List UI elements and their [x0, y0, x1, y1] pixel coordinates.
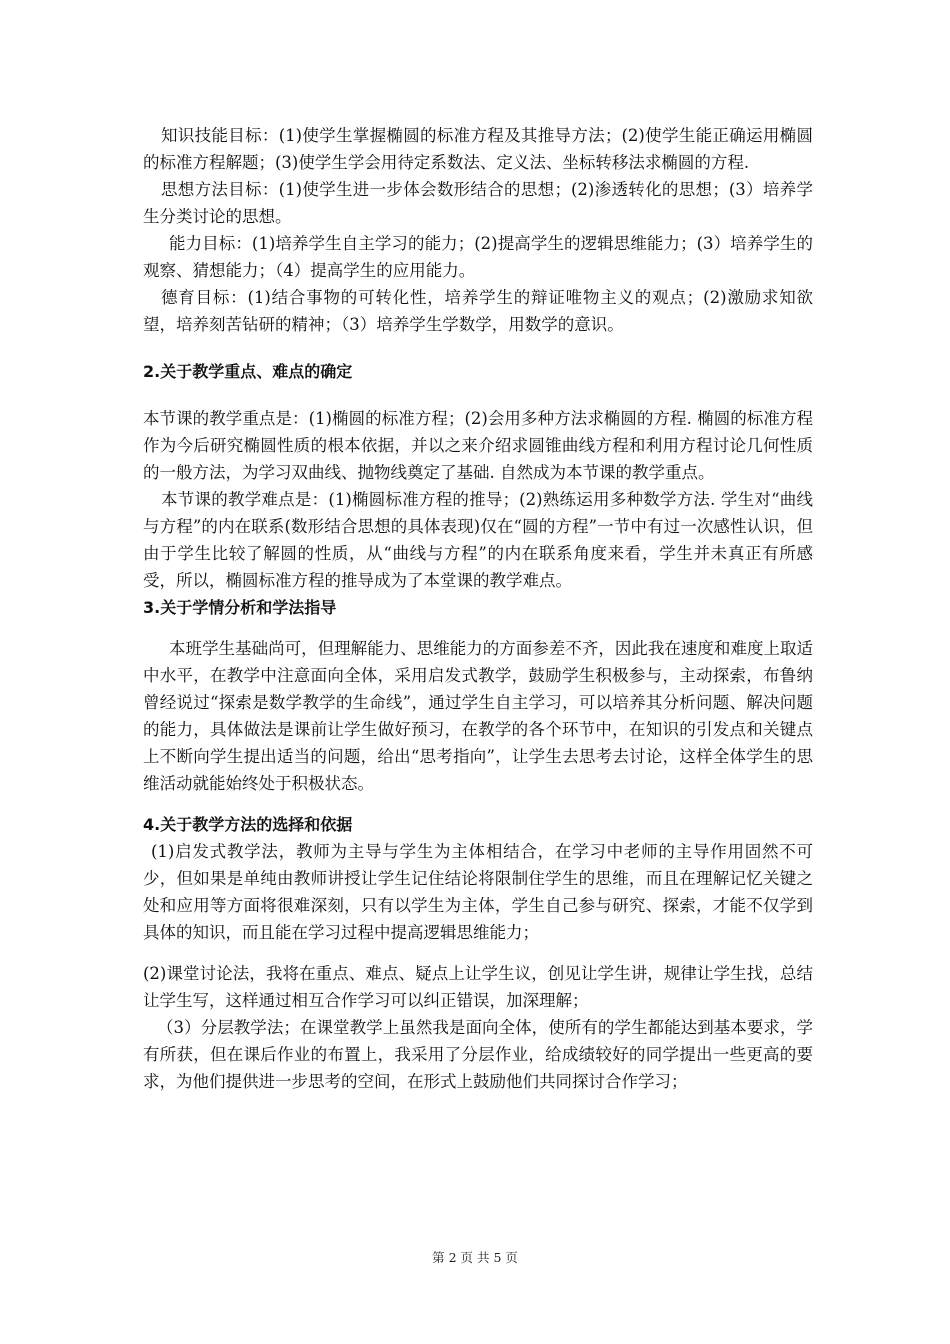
section-3-body: 本班学生基础尚可，但理解能力、思维能力的方面参差不齐，因此我在速度和难度上取适中水平，在教学中注意面向全体，采用启发式教学，鼓励学生积极参与，主动探索，布鲁纳曾经说过“探索是数学教学的生命线”，通过学生自主学习，可以培养其分析问题、解决问题的能力，具体做法是课前让学生做好预习，在教学的各个环节中，在知识的引发点和关键点上不断向学生提出适当的问题，给出“思考指向”，让学生去思考去讨论，这样全体学生的思维活动就能始终处于积极状态。: [143, 639, 813, 793]
method-heuristic: (1)启发式教学法，教师为主导与学生为主体相结合，在学习中老师的主导作用固然不可少，但如果是单纯由教师讲授让学生记住结论将限制住学生的思维，而且在理解记忆关键之处和应用等方面将很难深刻，只有以学生为主体，学生自己参与研究、探索，才能不仅学到具体的知识，而且能在学习过程中提高逻辑思维能力；: [143, 842, 813, 942]
section-2-heading: 2.关于教学重点、难点的确定: [143, 362, 353, 381]
objective-thinking: 思想方法目标：(1)使学生进一步体会数形结合的思想；(2)渗透转化的思想；(3）培养学生分类讨论的思想。: [143, 180, 813, 226]
spacer: [143, 946, 813, 960]
method-discussion: (2)课堂讨论法，我将在重点、难点、疑点上让学生议，创见让学生讲，规律让学生找，总结让学生写，这样通过相互合作学习可以纠正错误，加深理解；: [143, 964, 813, 1010]
spacer: [143, 338, 813, 358]
spacer: [143, 621, 813, 635]
document-body: [143, 122, 813, 1095]
section-4-heading: 4.关于教学方法的选择和依据: [143, 815, 353, 834]
section-2-key-points: 本节课的教学重点是：(1)椭圆的标准方程；(2)会用多种方法求椭圆的方程. 椭圆的标准方程作为今后研究椭圆性质的根本依据，并以之来介绍求圆锥曲线方程和利用方程讨论几何性质的一般方法，为学习双曲线、抛物线奠定了基础. 自然成为本节课的教学重点。: [143, 409, 813, 482]
objective-knowledge: 知识技能目标：(1)使学生掌握椭圆的标准方程及其推导方法；(2)使学生能正确运用椭圆的标准方程解题；(3)使学生学会用待定系数法、定义法、坐标转移法求椭圆的方程.: [143, 126, 813, 172]
method-layered: （3）分层教学法；在课堂教学上虽然我是面向全体，使所有的学生都能达到基本要求，学有所获，但在课后作业的布置上，我采用了分层作业，给成绩较好的同学提出一些更高的要求，为他们提供进一步思考的空间，在形式上鼓励他们共同探讨合作学习；: [143, 1018, 813, 1091]
objective-moral: 德育目标：(1)结合事物的可转化性，培养学生的辩证唯物主义的观点；(2)激励求知欲望，培养刻苦钻研的精神；（3）培养学生学数学，用数学的意识。: [143, 288, 813, 334]
spacer: [143, 385, 813, 405]
section-2-difficulties: 本节课的教学难点是：(1)椭圆标准方程的推导；(2)熟练运用多种数学方法. 学生对“曲线与方程”的内在联系(数形结合思想的具体表现)仅在“圆的方程”一节中有过一次感性认识，但由于学生比较了解圆的性质，从“曲线与方程”的内在联系角度来看，学生并未真正有所感受，所以，椭圆标准方程的推导成为了本堂课的教学难点。: [143, 490, 813, 590]
page-footer: 第 2 页 共 5 页: [432, 1250, 518, 1265]
spacer: [143, 797, 813, 811]
section-3-heading: 3.关于学情分析和学法指导: [143, 598, 337, 617]
objective-ability: 能力目标：(1)培养学生自主学习的能力；(2)提高学生的逻辑思维能力；(3）培养学生的观察、猜想能力；（4）提高学生的应用能力。: [143, 234, 813, 280]
